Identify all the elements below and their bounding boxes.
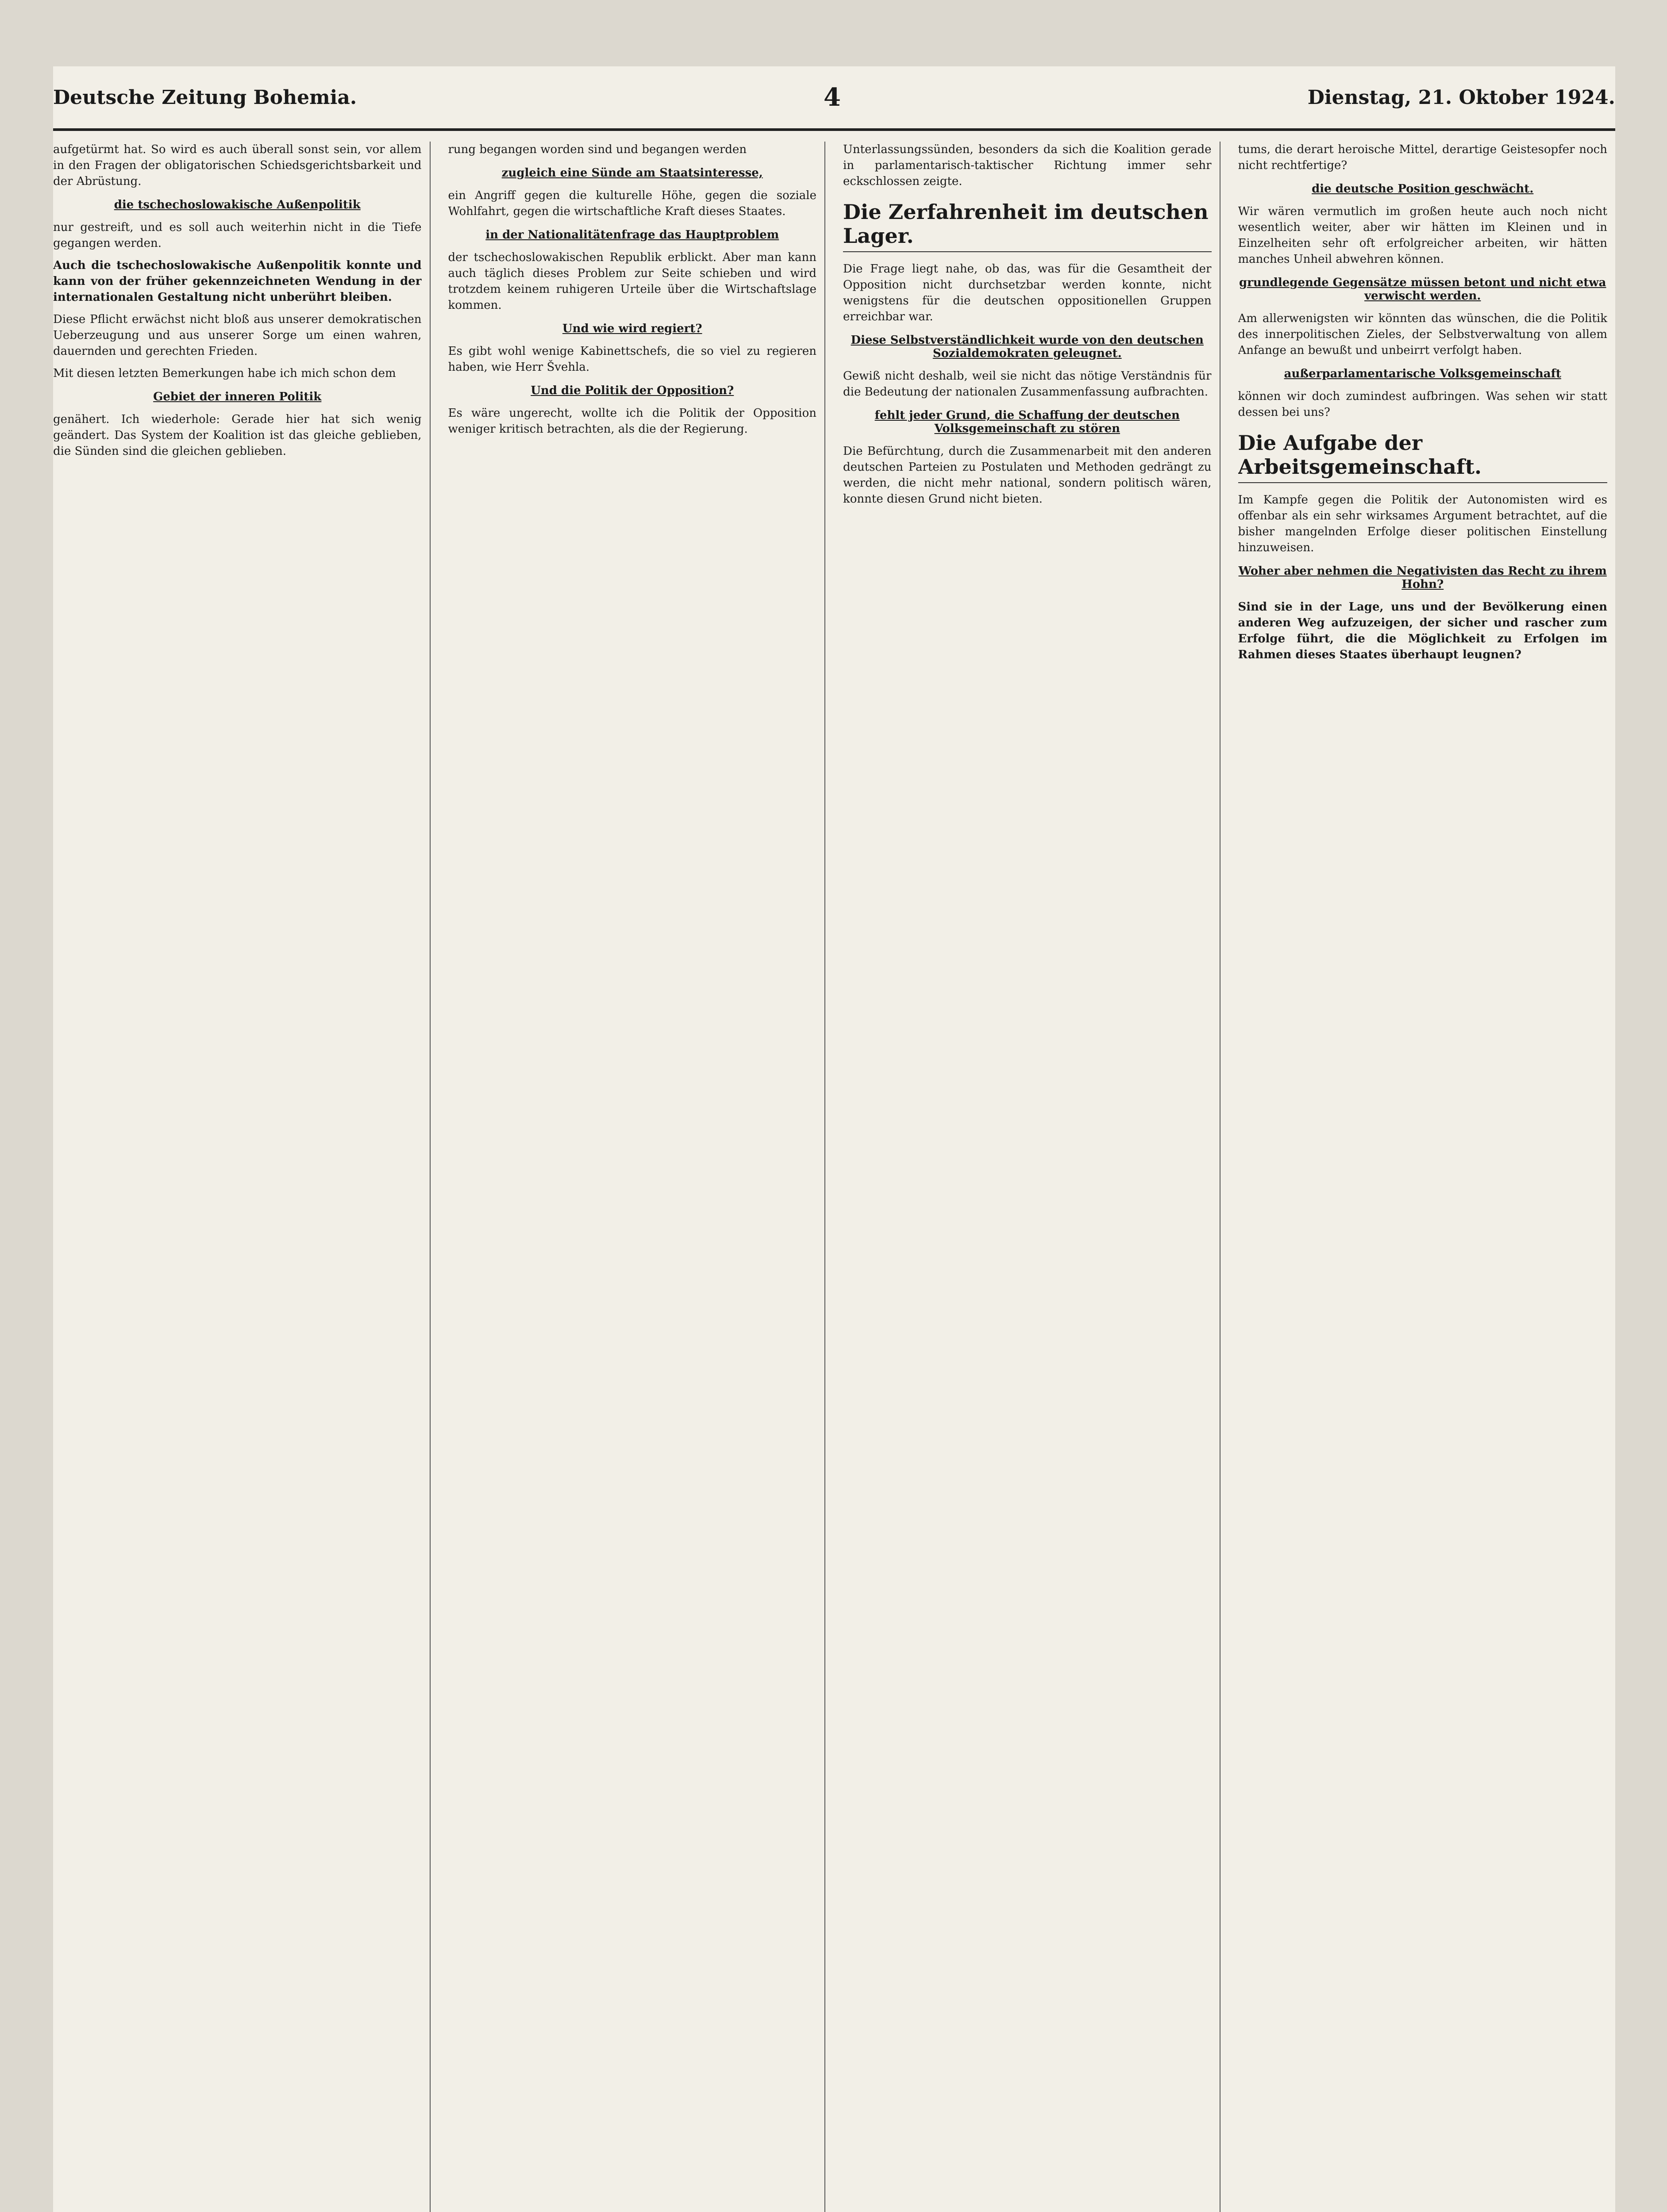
column-3 [843,142,1220,2212]
newspaper-page [53,66,1615,2212]
paragraph: der tschechoslowakischen Republik erblickt. Aber man kann auch täglich dieses Problem zur Seite schieben und wird trotzdem keinem ruhigeren Urteile über die Wirtschaftslage kommen. [448,251,816,312]
column-2 [448,142,826,2212]
paragraph: Die Frage liegt nahe, ob das, was für die Gesamtheit der Opposition nicht durchsetzbar werden konnte, nicht wenigstens für die deutschen oppositionellen Gruppen erreichbar war. [843,262,1212,323]
paragraph: Die Befürchtung, durch die Zusammenarbeit mit den anderen deutschen Parteien zu Postulaten und Methoden gedrängt zu werden, die nicht mehr national, sondern politisch wären, konnte diesen Grund nicht bieten. [843,445,1212,506]
paragraph: nur gestreift, und es soll auch weiterhin nicht in die Tiefe gegangen werden. [53,221,422,250]
paragraph: Auch die tschechoslowakische Außenpolitik konnte und kann von der früher gekennzeichneten Wendung in der internationalen Gestaltung nicht unberührt bleiben. [53,259,422,304]
paragraph: Diese Pflicht erwächst nicht bloß aus unserer demokratischen Ueberzeugung und aus unserer Sorge um einen wahren, dauernden und gerechten Frieden. [53,313,422,358]
paragraph: können wir doch zumindest aufbringen. Was sehen wir statt dessen bei uns? [1238,390,1607,419]
subheading: Gebiet der inneren Politik [153,390,322,403]
paragraph: rung begangen worden sind und begangen werden [448,143,747,156]
paragraph: tums, die derart heroische Mittel, derartige Geistesopfer noch nicht rechtfertige? [1238,143,1607,172]
subheading: die deutsche Position geschwächt. [1312,182,1534,196]
paragraph: Im Kampfe gegen die Politik der Autonomisten wird es offenbar als ein sehr wirksames Argument betrachtet, auf die bisher mangelnden Erfolge dieser politischen Einstellung hinzuweisen. [1238,493,1607,554]
paragraph: ein Angriff gegen die kulturelle Höhe, gegen die soziale Wohlfahrt, gegen die wirtschaftliche Kraft dieses Staates. [448,189,816,218]
issue-date: Dienstag, 21. Oktober 1924. [1307,86,1615,109]
paragraph: Wir wären vermutlich im großen heute auch noch nicht wesentlich weiter, aber wir hätten im Kleinen und in Einzelheiten sehr oft erfolgreicher arbeiten, wir hätten manches Unheil abwehren können. [1238,205,1607,266]
paragraph: Unterlassungssünden, besonders da sich die Koalition gerade in parlamentarisch-taktischer Richtung immer sehr eckschlossen zeigte. [843,143,1212,188]
page-header [53,66,1615,131]
paragraph: Mit diesen letzten Bemerkungen habe ich mich schon dem [53,367,396,380]
subheading: grundlegende Gegensätze müssen betont und nicht etwa verwischt werden. [1239,276,1606,303]
paragraph: aufgetürmt hat. So wird es auch überall sonst sein, vor allem in den Fragen der obligatorischen Schiedsgerichtsbarkeit und der Abrüstung. [53,143,422,188]
subheading: Woher aber nehmen die Negativisten das Recht zu ihrem Hohn? [1238,565,1607,591]
subheading: in der Nationalitätenfrage das Hauptproblem [485,228,779,242]
article-columns [53,142,1615,2212]
subheading: Und die Politik der Opposition? [531,384,734,397]
subheading: Diese Selbstverständlichkeit wurde von den deutschen Sozialdemokraten geleugnet. [851,334,1204,360]
paragraph: Es gibt wohl wenige Kabinettschefs, die so viel zu regieren haben, wie Herr Švehla. [448,345,816,374]
page-number: 4 [823,83,841,112]
paragraph: Gewiß nicht deshalb, weil sie nicht das nötige Verständnis für die Bedeutung der nationalen Zusammenfassung aufbrachten. [843,369,1212,399]
article-headline: Die Zerfahrenheit im deutschen Lager. [843,200,1212,252]
subheading: fehlt jeder Grund, die Schaffung der deutschen Volksgemeinschaft zu stören [874,409,1180,435]
subheading: Und wie wird regiert? [562,322,702,335]
article-headline: Die Aufgabe der Arbeitsgemeinschaft. [1238,431,1608,483]
column-1 [53,142,431,2212]
subheading: die tschechoslowakische Außenpolitik [114,198,361,211]
paragraph: Am allerwenigsten wir könnten das wünschen, die die Politik des innerpolitischen Zieles, der Selbstverwaltung von allem Anfange an bewußt und unbeirrt verfolgt haben. [1238,312,1607,357]
subheading: außerparlamentarische Volksgemeinschaft [1284,367,1561,380]
paragraph: genähert. Ich wiederhole: Gerade hier hat sich wenig geändert. Das System der Koalition ist das gleiche geblieben, die Sünden sind die gleichen geblieben. [53,413,422,458]
paragraph: Sind sie in der Lage, uns und der Bevölkerung einen anderen Weg aufzuzeigen, der sicher und rascher zum Erfolge führt, die die Möglichkeit zu Erfolgen im Rahmen dieses Staates überhaupt leugnen? [1238,600,1607,661]
subheading: zugleich eine Sünde am Staatsinteresse, [501,166,763,180]
column-4 [1238,142,1616,2212]
paragraph: Es wäre ungerecht, wollte ich die Politik der Opposition weniger kritisch betrachten, als die der Regierung. [448,407,816,436]
newspaper-title: Deutsche Zeitung Bohemia. [53,86,357,109]
